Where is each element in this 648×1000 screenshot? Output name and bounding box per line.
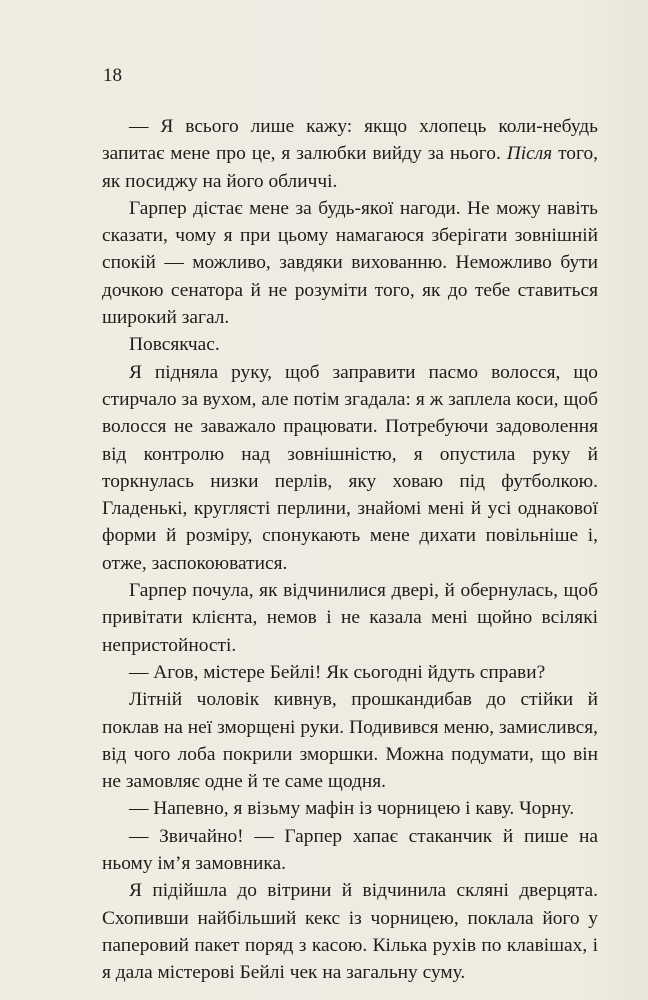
paragraph-text: — Агов, містере Бейлі! Як сьогодні йдуть справи? [129, 661, 546, 683]
paragraph [102, 795, 598, 822]
paragraph-text: Гарпер почула, як відчинилися двері, й обернулась, щоб привітати клієнта, немов і не казала мені щойно всілякі непристойності. [102, 580, 598, 656]
paragraph-text: — Звичайно! — Гарпер хапає стаканчик й пише на ньому ім’я замовника. [102, 825, 598, 875]
paragraph [102, 331, 598, 358]
paragraph [102, 113, 598, 195]
paragraph-text: Повсякчас. [129, 334, 220, 356]
paragraph [102, 686, 598, 795]
paragraph-text: — Я всього лише кажу: якщо хлопець коли-небудь запитає мене про це, я залюбки вийду за нього. [102, 116, 598, 165]
paragraph-text: Гарпер дістає мене за будь-якої нагоди. Не можу навіть сказати, чому я при цьому намагаюся зберігати зовнішній спокій — можливо, завдяки вихованню. Неможливо бути дочкою сенатора й не розуміти того, як до тебе ставиться широкий загал. [102, 197, 598, 329]
body-text [102, 113, 598, 987]
italic-word: Після [506, 143, 553, 165]
paragraph-text-tail: того, як посиджу на його обличчі. [102, 143, 599, 192]
paragraph-text: Я підняла руку, щоб заправити пасмо волосся, що стирчало за вухом, але потім згадала: я ж заплела коси, щоб волосся не заважало працювати. Потребуючи задоволення від контролю над зовнішністю, я опустила руку й торкнулась низки перлів, яку ховаю під футболкою. Гладенькі, круглясті перлини, знайомі мені й усі однакової форми й розміру, спонукають мене дихати повільніше і, отже, заспокоюватися. [102, 361, 598, 574]
paragraph [102, 195, 598, 331]
paragraph [102, 877, 598, 986]
paragraph-text: Літній чоловік кивнув, прошкандибав до стійки й поклав на неї зморщені руки. Подивився меню, замислився, від чого лоба покрили зморшки. Можна подумати, що він не замовляє одне й те саме щодня. [102, 689, 598, 793]
paragraph [102, 823, 598, 878]
paragraph-text: — Напевно, я візьму мафін із чорницею і каву. Чорну. [129, 798, 575, 820]
page-number: 18 [103, 65, 122, 86]
paragraph [102, 359, 598, 577]
paragraph-text: Я підійшла до вітрини й відчинила скляні дверцята. Схопивши найбільший кекс із чорницею, поклала його у паперовий пакет поряд з касою. Кілька рухів по клавішах, і я дала містерові Бейлі чек на загальну суму. [102, 880, 598, 984]
paragraph [102, 659, 598, 686]
paragraph [102, 577, 598, 659]
